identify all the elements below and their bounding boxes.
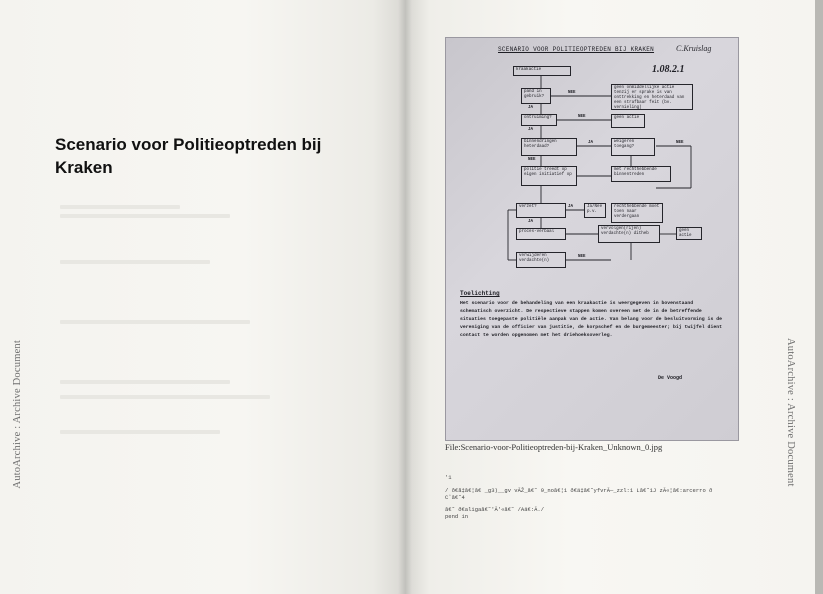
flow-label-yes: JA (528, 128, 534, 132)
flow-node: geen onmiddellijke actie tenzij er sprake is van onttrekking en heterdaad van een strafbaar feit (bv. vernieling) (611, 84, 693, 110)
flowchart-connectors (446, 38, 738, 288)
flow-label-yes: JA (528, 106, 534, 110)
flow-label-no: NEE (568, 91, 576, 95)
flow-node: kraakactie (513, 66, 571, 76)
scanned-document (445, 37, 739, 441)
flow-node: pand in gebruik? (521, 88, 551, 104)
scan-header: SCENARIO VOOR POLITIEOPTREDEN BIJ KRAKEN (498, 46, 655, 53)
scan-signature: C.Kruislag (676, 44, 712, 53)
ocr-line: / ð€ã‡â€¦â€ _g3)__gv vÃŽ_â€˜ 9_noâ€¦1 ð€ä‡â€˜yfvrÃ—_zzl:1 Lâ€˜1J zÃ«¦â€:arcerro ð (445, 487, 713, 494)
ocr-line: Cˆâ€˜4 (445, 494, 465, 501)
ocr-line: '1 (445, 474, 452, 481)
side-label: AutoArchive : Archive Document (12, 340, 23, 489)
flow-node: ontruiming? (521, 114, 557, 126)
flow-node: verzet? (516, 203, 566, 218)
explanation-signature: De Voogd (658, 375, 683, 381)
flow-label-no: NEE (528, 158, 536, 162)
flow-node: binnendringen heterdaad? (521, 138, 577, 156)
flow-node: weigeren toegang? (611, 138, 655, 156)
bleed-through-line (60, 395, 270, 399)
flow-node: vervolgen(rijen) verdachte(n) ditheb (598, 225, 660, 243)
flow-label-no: NEE (676, 141, 684, 145)
ocr-line: â€˜ ð€aligaâ€˜'Ã'«â€˜ /Aä€:Ã./ (445, 506, 545, 513)
flow-node: Ja/Nee p.v. (584, 203, 606, 218)
book-gutter (398, 0, 412, 594)
explanation-text: Het scenario voor de behandeling van een kraakactie is weergegeven in bovenstaand schematisch overzicht. De respectieve stappen komen overeen met de in de betreffende situaties toegepaste politiële aanpak van de actie. Van belang voor de besluitvorming is de vereniging van de officier van justitie, de korpschef en de burgemeester; bij twijfel dient contact te worden opgenomen met het driehoeksoverleg. (460, 301, 722, 338)
ocr-line: pend in (445, 513, 469, 520)
flow-node: met rechthebbende binnentreden (611, 166, 671, 182)
flow-label-yes: JA (528, 220, 534, 224)
flow-label-no: NEE (578, 115, 586, 119)
flow-node: proces-verbaal (516, 228, 566, 240)
flow-node: verwijderen verdachte(n) (516, 252, 566, 268)
flow-node: geen actie (676, 227, 702, 240)
side-label: AutoArchive : Archive Document (785, 338, 796, 487)
bleed-through-line (60, 380, 230, 384)
bleed-through-line (60, 320, 250, 324)
page-edge (815, 0, 823, 594)
explanation-title: Toelichting (460, 290, 500, 297)
flow-label-no: NEE (578, 255, 586, 259)
bleed-through-line (60, 205, 180, 209)
flow-label-yes: JA (568, 205, 574, 209)
flow-node: rechthebbende moet toen naar verdergaan (611, 203, 663, 223)
flow-node: politie treedt op eigen initiatief op (521, 166, 577, 186)
scan-number: 1.08.2.1 (652, 64, 685, 75)
left-page (0, 0, 405, 594)
page-title: Scenario voor Politieoptreden bij Kraken (55, 135, 322, 177)
flow-node: geen actie (611, 114, 645, 128)
bleed-through-line (60, 430, 220, 434)
bleed-through-line (60, 214, 230, 218)
bleed-through-line (60, 260, 210, 264)
image-caption: File:Scenario-voor-Politieoptreden-bij-Kraken_Unknown_0.jpg (445, 442, 663, 452)
flow-label-yes: JA (588, 141, 594, 145)
